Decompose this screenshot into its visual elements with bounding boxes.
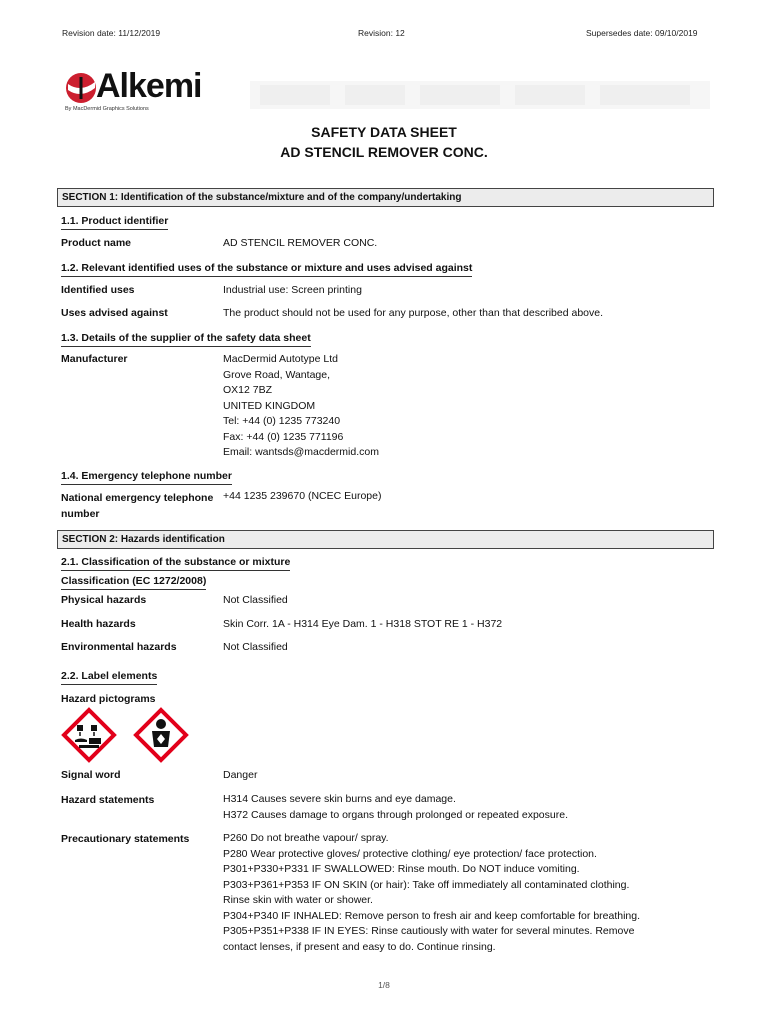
precautionary-statement: P280 Wear protective gloves/ protective clothing/ eye protection/ face protection. xyxy=(223,847,597,860)
section-1-heading: SECTION 1: Identification of the substance/mixture and of the company/undertaking xyxy=(57,188,714,207)
physical-hazards-label: Physical hazards xyxy=(61,594,147,606)
precautionary-statement: P301+P330+P331 IF SWALLOWED: Rinse mouth. Do NOT induce vomiting. xyxy=(223,863,580,875)
page-number: 1/8 xyxy=(378,980,390,990)
manufacturer-line: UNITED KINGDOM xyxy=(223,399,316,412)
hazard-statement: H314 Causes severe skin burns and eye damage. xyxy=(223,793,456,805)
precautionary-statement: contact lenses, if present and easy to do. Continue rinsing. xyxy=(223,940,496,953)
supersedes-date: Supersedes date: 09/10/2019 xyxy=(586,28,698,38)
environmental-hazards-label: Environmental hazards xyxy=(61,641,177,653)
alkemi-logo-mark xyxy=(64,71,98,105)
subsection-1-4-heading: 1.4. Emergency telephone number xyxy=(61,470,232,485)
uses-advised-against-label: Uses advised against xyxy=(61,307,168,319)
precautionary-statement: P305+P351+P338 IF IN EYES: Rinse cautiously with water for several minutes. Remove xyxy=(223,925,635,937)
identified-uses-label: Identified uses xyxy=(61,284,135,296)
corrosion-pictogram-icon xyxy=(61,707,117,763)
logo-watermark-band xyxy=(250,75,710,113)
revision-date: Revision date: 11/12/2019 xyxy=(62,28,161,38)
environmental-hazards-value: Not Classified xyxy=(223,641,288,653)
manufacturer-line: OX12 7BZ xyxy=(223,384,273,396)
classification-heading: Classification (EC 1272/2008) xyxy=(61,575,206,590)
product-name-label: Product name xyxy=(61,237,132,249)
logo-tagline: By MacDermid Graphics Solutions xyxy=(65,106,149,112)
national-emergency-label: National emergency telephone number xyxy=(61,492,214,520)
precautionary-statements-label: Precautionary statements xyxy=(61,833,190,845)
revision-number: Revision: 12 xyxy=(358,28,405,38)
hazard-statements-list xyxy=(223,792,703,823)
hazard-statement: H372 Causes damage to organs through prolonged or repeated exposure. xyxy=(223,808,568,821)
subsection-2-2-heading: 2.2. Label elements xyxy=(61,670,157,685)
product-title: AD STENCIL REMOVER CONC. xyxy=(280,144,488,160)
subsection-1-2-heading: 1.2. Relevant identified uses of the substance or mixture and uses advised against xyxy=(61,262,472,277)
hazard-statements-label: Hazard statements xyxy=(61,794,155,806)
uses-advised-against-value: The product should not be used for any purpose, other than that described above. xyxy=(223,307,604,319)
hazard-pictograms-label: Hazard pictograms xyxy=(61,693,156,705)
section-2-heading: SECTION 2: Hazards identification xyxy=(57,530,714,549)
signal-word-label: Signal word xyxy=(61,769,121,781)
health-hazards-label: Health hazards xyxy=(61,618,136,630)
precautionary-statement: Rinse skin with water or shower. xyxy=(223,894,373,906)
logo-brand: Alkemi xyxy=(96,67,202,105)
precautionary-statement: P260 Do not breathe vapour/ spray. xyxy=(223,832,389,844)
precautionary-statement: P304+P340 IF INHALED: Remove person to fresh air and keep comfortable for breathing. xyxy=(223,909,641,922)
manufacturer-address xyxy=(223,352,703,461)
company-logo xyxy=(64,68,244,118)
national-emergency-value: +44 1235 239670 (NCEC Europe) xyxy=(223,490,382,502)
manufacturer-line: Tel: +44 (0) 1235 773240 xyxy=(223,415,341,427)
identified-uses-value: Industrial use: Screen printing xyxy=(223,284,362,296)
precautionary-statement: P303+P361+P353 IF ON SKIN (or hair): Take off immediately all contaminated clothing. xyxy=(223,878,630,891)
subsection-1-1-heading: 1.1. Product identifier xyxy=(61,215,168,230)
manufacturer-line: MacDermid Autotype Ltd xyxy=(223,353,338,365)
health-hazard-pictogram-icon xyxy=(133,707,189,763)
precautionary-statements-list xyxy=(223,831,703,955)
manufacturer-line: Grove Road, Wantage, xyxy=(223,368,330,381)
manufacturer-line: Fax: +44 (0) 1235 771196 xyxy=(223,430,344,443)
manufacturer-email[interactable]: Email: wantsds@macdermid.com xyxy=(223,446,379,458)
signal-word-value: Danger xyxy=(223,769,258,781)
product-name-value: AD STENCIL REMOVER CONC. xyxy=(223,237,378,249)
subsection-1-3-heading: 1.3. Details of the supplier of the safety data sheet xyxy=(61,332,311,347)
manufacturer-label: Manufacturer xyxy=(61,353,128,365)
health-hazards-value: Skin Corr. 1A - H314 Eye Dam. 1 - H318 STOT RE 1 - H372 xyxy=(223,618,503,630)
subsection-2-1-heading: 2.1. Classification of the substance or mixture xyxy=(61,556,290,571)
physical-hazards-value: Not Classified xyxy=(223,594,288,606)
document-title: SAFETY DATA SHEET xyxy=(311,124,457,140)
